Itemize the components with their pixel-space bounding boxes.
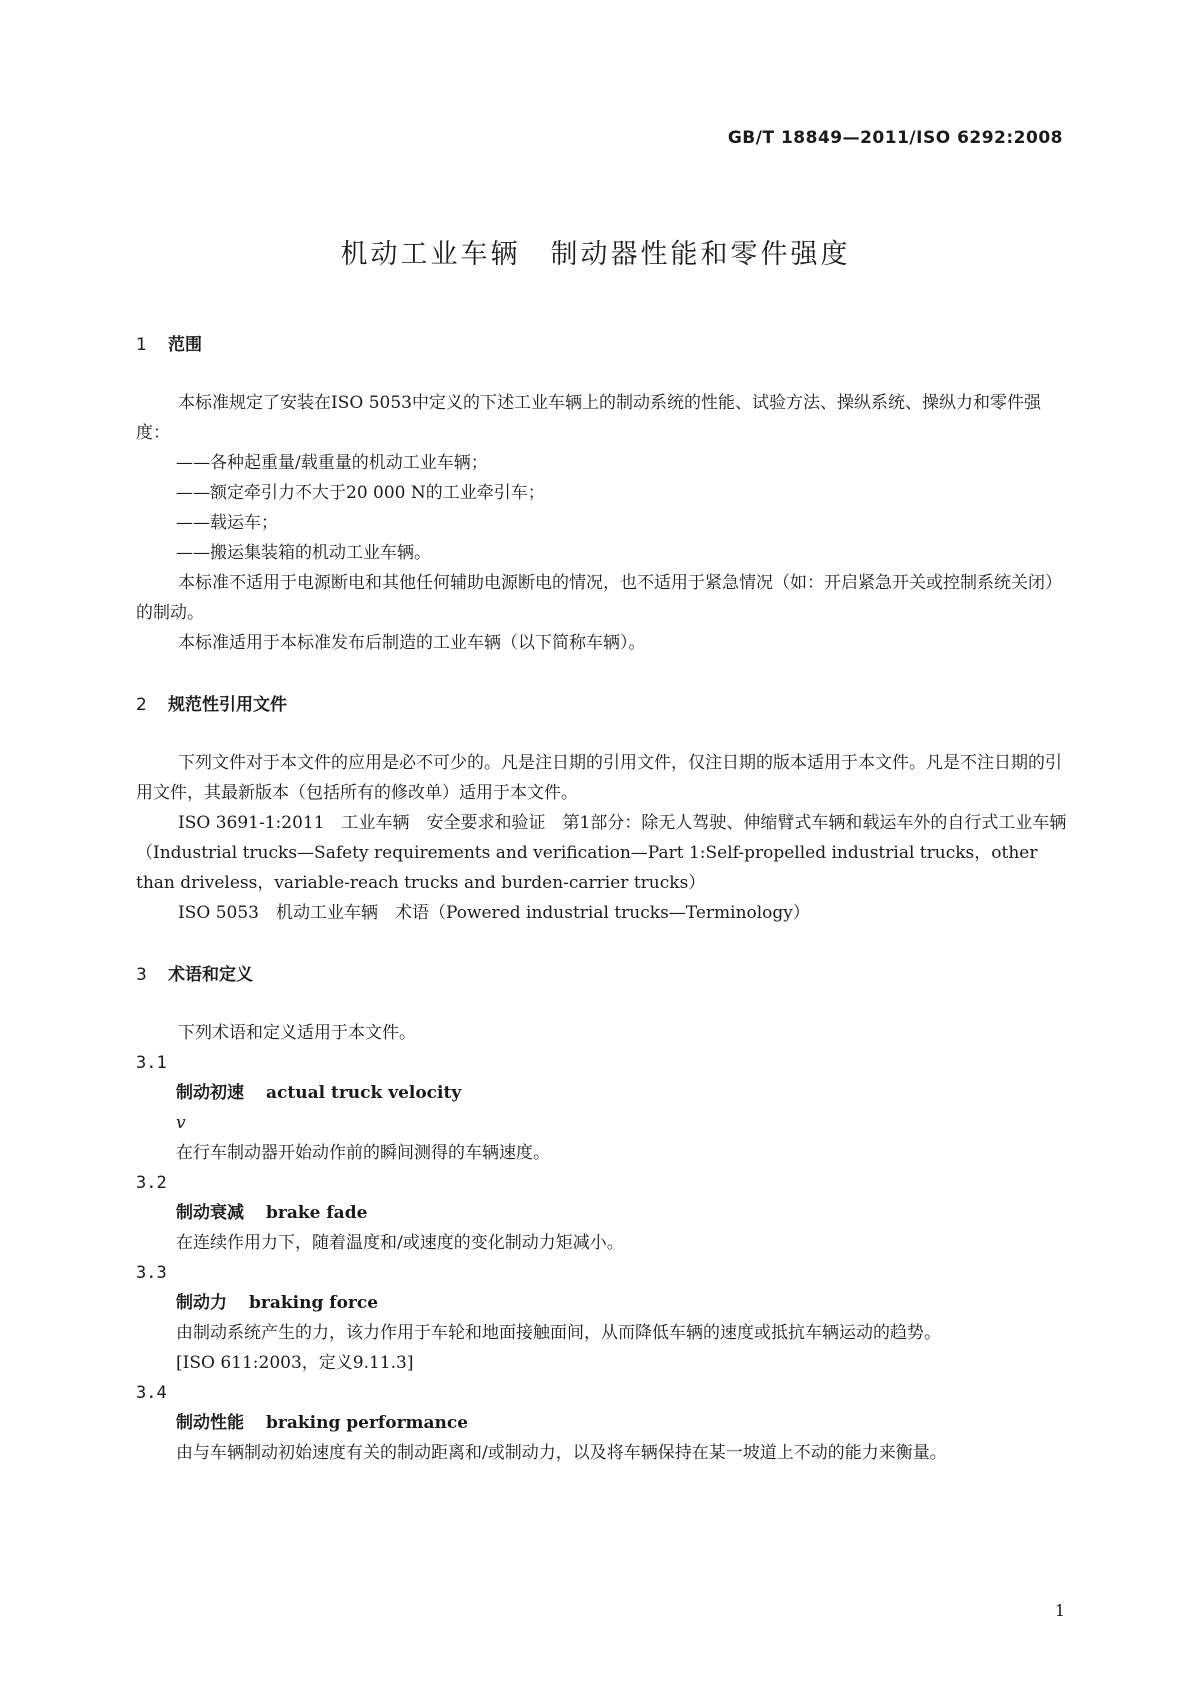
term-heading: 制动性能 braking performance bbox=[176, 1413, 469, 1433]
term-heading: 制动衰减 brake fade bbox=[176, 1203, 368, 1223]
list-item: ——各种起重量/载重量的机动工业车辆； bbox=[176, 453, 488, 473]
term-definition: 在行车制动器开始动作前的瞬间测得的车辆速度。 bbox=[176, 1143, 550, 1163]
term-heading: 制动初速 actual truck velocity bbox=[176, 1083, 462, 1103]
list-item: ——搬运集装箱的机动工业车辆。 bbox=[176, 543, 431, 563]
paragraph: 下列术语和定义适用于本文件。 bbox=[178, 1023, 416, 1043]
page-title: 机动工业车辆 制动器性能和零件强度 bbox=[340, 239, 851, 270]
section-heading-terms: 3 术语和定义 bbox=[136, 965, 253, 985]
term-definition: 由制动系统产生的力，该力作用于车轮和地面接触面间，从而降低车辆的速度或抵抗车辆运动的趋势。 bbox=[176, 1323, 941, 1343]
reference-item: ISO 5053 机动工业车辆 术语（Powered industrial trucks—Terminology） bbox=[178, 903, 810, 923]
list-item: ——额定牵引力不大于20 000 N的工业牵引车； bbox=[176, 483, 545, 503]
list-item: ——载运车； bbox=[176, 513, 278, 533]
term-number: 3.4 bbox=[136, 1383, 167, 1403]
term-definition: 在连续作用力下，随着温度和/或速度的变化制动力矩减小。 bbox=[176, 1233, 624, 1253]
page-number: 1 bbox=[1054, 1601, 1065, 1620]
section-heading-scope: 1 范围 bbox=[136, 335, 202, 355]
term-number: 3.2 bbox=[136, 1173, 167, 1193]
document-body bbox=[136, 330, 1067, 1468]
paragraph: 下列文件对于本文件的应用是必不可少的。凡是注日期的引用文件，仅注日期的版本适用于本文件。凡是不注日期的引用文件，其最新版本（包括所有的修改单）适用于本文件。 bbox=[136, 753, 1062, 803]
paragraph: 本标准不适用于电源断电和其他任何辅助电源断电的情况，也不适用于紧急情况（如：开启紧急开关或控制系统关闭）的制动。 bbox=[136, 573, 1062, 623]
reference-item: ISO 3691-1:2011 工业车辆 安全要求和验证 第1部分：除无人驾驶、伸缩臂式车辆和载运车外的自行式工业车辆（Industrial trucks—Safety requirements and verification—Part 1:Self-propelled industrial trucks，other than driveless，variable-reach trucks and burden-carrier trucks） bbox=[136, 813, 1067, 893]
term-heading: 制动力 braking force bbox=[176, 1293, 379, 1313]
term-symbol: v bbox=[176, 1113, 186, 1133]
paragraph: 本标准适用于本标准发布后制造的工业车辆（以下简称车辆）。 bbox=[178, 633, 646, 653]
term-source-reference: [ISO 611:2003，定义9.11.3] bbox=[176, 1353, 414, 1373]
term-definition: 由与车辆制动初始速度有关的制动距离和/或制动力，以及将车辆保持在某一坡道上不动的能力来衡量。 bbox=[176, 1443, 947, 1463]
section-heading-normative-references: 2 规范性引用文件 bbox=[136, 695, 287, 715]
standard-code: GB/T 18849—2011/ISO 6292:2008 bbox=[727, 128, 1063, 148]
term-number: 3.3 bbox=[136, 1263, 167, 1283]
paragraph: 本标准规定了安装在ISO 5053中定义的下述工业车辆上的制动系统的性能、试验方法、操纵系统、操纵力和零件强度： bbox=[136, 393, 1041, 443]
term-number: 3.1 bbox=[136, 1053, 167, 1073]
